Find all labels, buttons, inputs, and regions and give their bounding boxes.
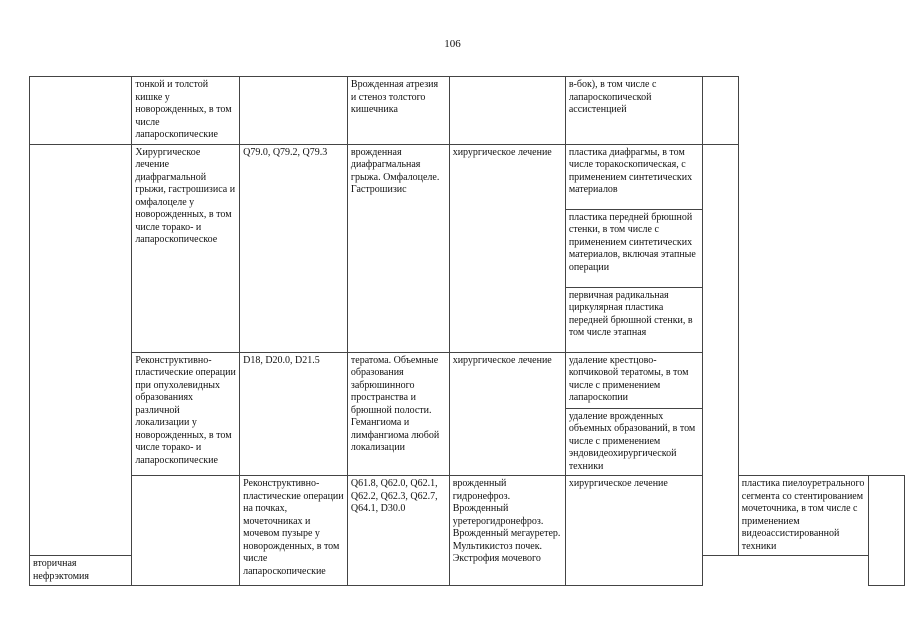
treatment-type-cell: хирургическое лечение: [449, 144, 565, 352]
table-row: [30, 352, 905, 408]
page-number: 106: [444, 38, 461, 50]
treatment-method-cell: пластика передней брюшной стенки, в том числе с применением синтетических материалов, включая этапные операции: [565, 209, 702, 287]
treatment-method-cell: в-бок), в том числе с лапароскопической ассистенцией: [565, 77, 702, 145]
number-cell: [30, 144, 132, 556]
table-row: [30, 77, 905, 145]
diagnosis-cell: тератома. Объемные образования забрюшинного пространства и брюшной полости. Гемангиома и лимфангиома любой локализации: [347, 352, 449, 476]
care-name-cell: тонкой и толстой кишке у новорожденных, в том числе лапароскопические: [132, 77, 240, 145]
treatment-type-cell: хирургическое лечение: [565, 476, 702, 586]
diagnosis-cell: врожденный гидронефроз. Врожденный уретерогидронефроз. Врожденный мегауретер. Мультикистоз почек. Экстрофия мочевого: [449, 476, 565, 586]
care-name-cell: Хирургическое лечение диафрагмальной грыжи, гастрошизиса и омфалоцеле у новорожденных, в том числе торако- и лапароскопическое: [132, 144, 240, 352]
treatment-method-cell: вторичная нефрэктомия: [30, 556, 132, 586]
care-name-cell: Реконструктивно-пластические операции при опухолевидных образованиях различной локализации у новорожденных, в том числе торако- и лапароскопические: [132, 352, 240, 476]
icd-codes-cell: D18, D20.0, D21.5: [240, 352, 348, 476]
table-row: [30, 144, 905, 209]
treatment-type-cell: хирургическое лечение: [449, 352, 565, 476]
medical-care-table: [29, 76, 905, 586]
number-cell: [132, 476, 240, 586]
cost-cell: [869, 476, 905, 586]
treatment-type-cell: [449, 77, 565, 145]
diagnosis-cell: Врожденная атрезия и стеноз толстого кишечника: [347, 77, 449, 145]
table-row: [30, 476, 905, 556]
icd-codes-cell: Q61.8, Q62.0, Q62.1, Q62.2, Q62.3, Q62.7, Q64.1, D30.0: [347, 476, 449, 586]
diagnosis-cell: врожденная диафрагмальная грыжа. Омфалоцеле. Гастрошизис: [347, 144, 449, 352]
treatment-method-cell: удаление крестцово-копчиковой тератомы, в том числе с применением лапароскопии: [565, 352, 702, 408]
treatment-method-cell: пластика пиелоуретрального сегмента со стентированием мочеточника, в том числе с применением видеоассистированной техники: [738, 476, 868, 556]
icd-codes-cell: Q79.0, Q79.2, Q79.3: [240, 144, 348, 352]
treatment-method-cell: удаление врожденных объемных образований, в том числе с применением эндовидеохирургической техники: [565, 408, 702, 476]
treatment-method-cell: пластика диафрагмы, в том числе торакоскопическая, с применением синтетических материалов: [565, 144, 702, 209]
cost-cell: [703, 144, 739, 556]
icd-codes-cell: [240, 77, 348, 145]
care-name-cell: Реконструктивно-пластические операции на почках, мочеточниках и мочевом пузыре у новорожденных, в том числе лапароскопические: [240, 476, 348, 586]
number-cell: [30, 77, 132, 145]
treatment-method-cell: первичная радикальная циркулярная пластика передней брюшной стенки, в том числе этапная: [565, 287, 702, 352]
cost-cell: [703, 77, 739, 145]
